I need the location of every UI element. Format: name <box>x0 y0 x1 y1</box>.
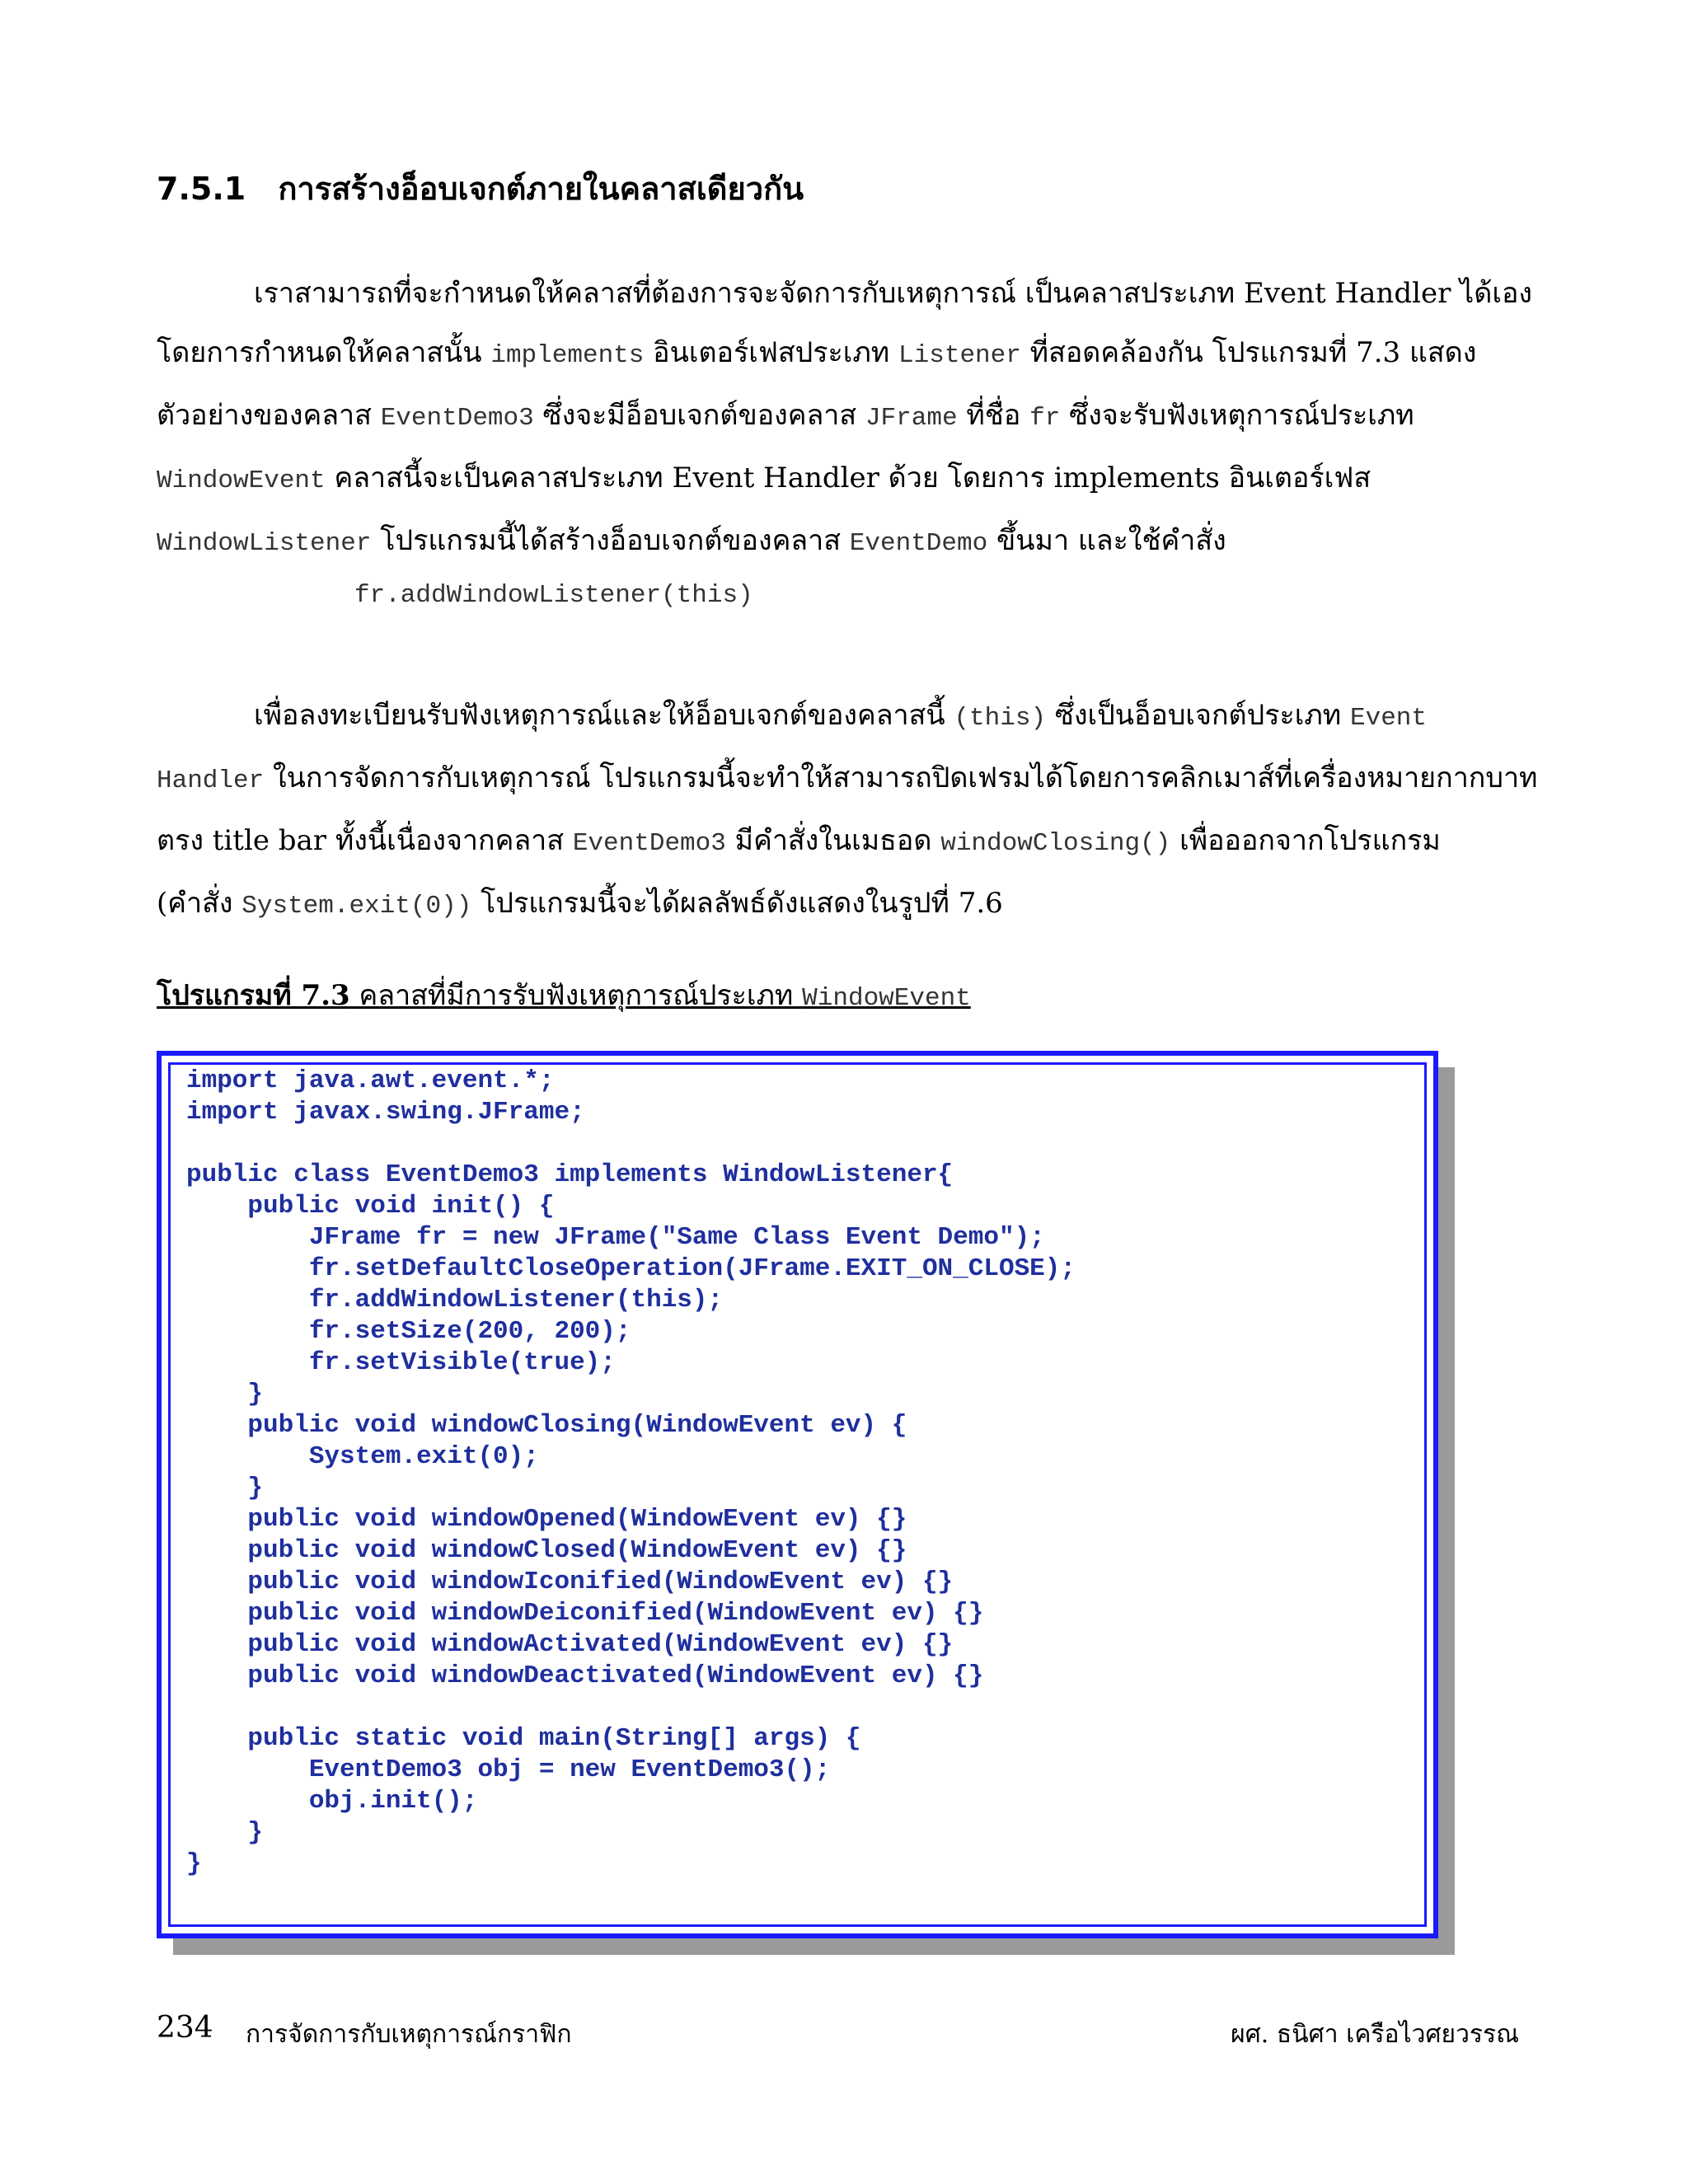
text-run: มีคำสั่งในเมธอด <box>725 824 941 857</box>
inline-code: implements <box>490 341 645 370</box>
code-listing-box <box>157 1051 1438 1938</box>
text-run: ที่สอดคล้องกัน โปรแกรมที่ 7.3 แสดง <box>1020 336 1477 369</box>
paragraph-1 <box>157 264 1532 574</box>
para1-line-2 <box>157 323 1525 386</box>
caption-code: WindowEvent <box>802 984 971 1013</box>
inline-code: Event <box>1349 704 1427 733</box>
para2-line-2 <box>157 748 1538 811</box>
inline-code: EventDemo3 <box>572 829 726 858</box>
para2-line-4 <box>157 874 1525 936</box>
inline-code: EventDemo3 <box>380 404 534 433</box>
code-statement: fr.addWindowListener(this) <box>354 581 753 610</box>
text-run: ในการจัดการกับเหตุการณ์ โปรแกรมนี้จะทำให้สามารถปิดเฟรมได้โดยการคลิกเมาส์ที่เครื่องหมายกากบาท <box>264 762 1538 794</box>
text-run: โปรแกรมนี้ได้สร้างอ็อบเจกต์ของคลาส <box>371 524 850 557</box>
text-run: อินเตอร์เฟสประเภท <box>644 336 899 369</box>
inline-code: (this) <box>954 704 1047 733</box>
inline-code: Handler <box>157 766 265 795</box>
para1-line-1: เราสามารถที่จะกำหนดให้คลาสที่ต้องการจะจัดการกับเหตุการณ์ เป็นคลาสประเภท Event Handler ได้เอง <box>254 277 1532 310</box>
inline-code: JFrame <box>865 404 958 433</box>
caption-label: โปรแกรมที่ 7.3 <box>157 979 350 1012</box>
text-run: โดยการกำหนดให้คลาสนั้น <box>157 336 491 369</box>
text-run: ที่ชื่อ <box>957 399 1030 432</box>
section-number: 7.5.1 <box>157 171 246 207</box>
inline-code: Listener <box>898 341 1021 370</box>
code-listing: import java.awt.event.*; import javax.swing.JFrame; public class EventDemo3 implements WindowListener{ public void init() { JFrame fr = new JFrame("Same Class Event Demo"); fr.setDefaultCloseOperation(JFrame.EXIT_ON_CLOSE); fr.addWindowListener(this); fr.setSize(200, 200); fr.setVisible(true); } public void windowClosing(WindowEvent ev) { System.exit(0); } public void windowOpened(WindowEvent ev) {} public void windowClosed(WindowEvent ev) {} public void windowIconified(WindowEvent ev) {} public void windowDeiconified(WindowEvent ev) {} public void windowActivated(WindowEvent ev) {} public void windowDeactivated(WindowEvent ev) {} public static void main(String[] args) { EventDemo3 obj = new EventDemo3(); obj.init(); } } <box>186 1066 1076 1878</box>
paragraph-2 <box>157 686 1538 936</box>
text-run: ตรง title bar ทั้งนี้เนื่องจากคลาส <box>157 824 573 857</box>
inline-code: WindowListener <box>157 529 372 558</box>
text-run: คลาสนี้จะเป็นคลาสประเภท Event Handler ด้วย โดยการ implements อินเตอร์เฟส <box>325 462 1372 494</box>
section-title: การสร้างอ็อบเจกต์ภายในคลาสเดียวกัน <box>278 171 804 207</box>
inline-code: EventDemo <box>849 529 988 558</box>
text-run: ตัวอย่างของคลาส <box>157 399 381 432</box>
text-run: ซึ่งจะมีอ็อบเจกต์ของคลาส <box>533 399 865 432</box>
para1-line-4 <box>157 448 1525 511</box>
text-run: ซึ่งจะรับฟังเหตุการณ์ประเภท <box>1060 399 1414 432</box>
para2-line-3 <box>157 811 1525 874</box>
page-number: 234 <box>157 2011 213 2045</box>
section-heading <box>157 163 804 213</box>
caption-text: คลาสที่มีการรับฟังเหตุการณ์ประเภท <box>349 979 803 1012</box>
inline-code: fr <box>1029 404 1061 433</box>
footer-chapter-title: การจัดการกับเหตุการณ์กราฟิก <box>246 2020 572 2049</box>
text-run: ซึ่งเป็นอ็อบเจกต์ประเภท <box>1046 699 1350 732</box>
text-run: ขึ้นมา และใช้คำสั่ง <box>987 524 1226 557</box>
para2-line-1 <box>157 686 1525 748</box>
program-caption <box>157 972 971 1017</box>
footer-author: ผศ. ธนิศา เครือไวศยวรรณ <box>1231 2020 1519 2049</box>
text-run: เพื่อลงทะเบียนรับฟังเหตุการณ์และให้อ็อบเจกต์ของคลาสนี้ <box>254 699 954 732</box>
text-run: (คำสั่ง <box>157 887 242 920</box>
inline-code: windowClosing() <box>940 829 1171 858</box>
text-run: เพื่อออกจากโปรแกรม <box>1170 824 1441 857</box>
inline-code: WindowEvent <box>157 466 326 495</box>
para1-line-3 <box>157 386 1525 448</box>
para1-line-5 <box>157 511 1525 574</box>
text-run: โปรแกรมนี้จะได้ผลลัพธ์ดังแสดงในรูปที่ 7.6 <box>471 887 1003 920</box>
inline-code: System.exit(0)) <box>241 892 472 921</box>
